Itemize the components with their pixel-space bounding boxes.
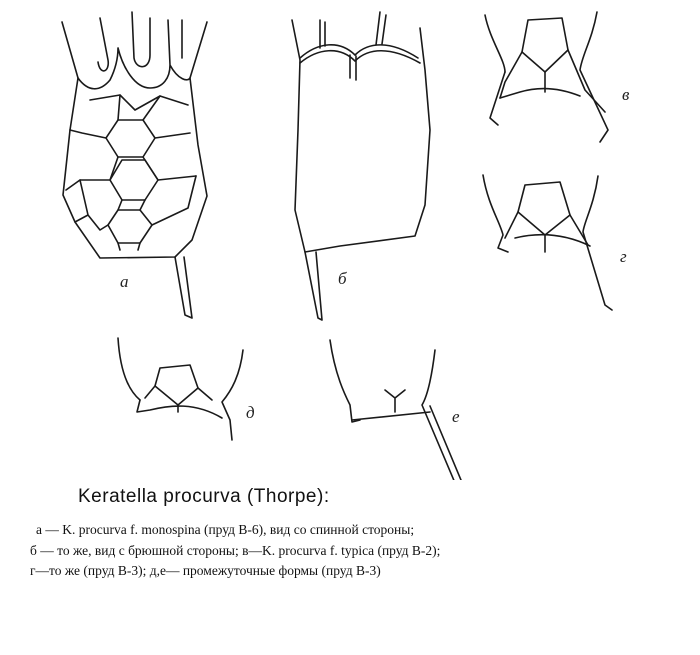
figure-label-g: г <box>620 247 627 266</box>
figure-label-v: в <box>622 85 630 104</box>
plate-title: Keratella procurva (Thorpe): <box>78 486 330 507</box>
figure-b-ventral-view <box>292 12 430 320</box>
caption-line-3: г—то же (пруд В-3); д,е— промежуточные формы (пруд В-3) <box>30 563 381 578</box>
figure-label-d: д <box>246 403 255 422</box>
figure-g-posterior-view <box>483 175 612 310</box>
figure-a-dorsal-view <box>62 12 207 318</box>
figure-label-e: е <box>452 407 460 426</box>
caption-line-1: а — K. procurva f. monospina (пруд В-6), вид со спинной стороны; <box>36 522 415 537</box>
figure-v-posterior-view <box>485 12 608 142</box>
figure-d-intermediate-form <box>118 338 243 440</box>
caption-line-2: б — то же, вид с брюшной стороны; в—K. procurva f. typica (пруд В-2); <box>30 543 441 558</box>
figure-label-b: б <box>338 269 347 288</box>
figure-e-intermediate-form <box>330 340 466 480</box>
figure-label-a: а <box>120 272 129 291</box>
